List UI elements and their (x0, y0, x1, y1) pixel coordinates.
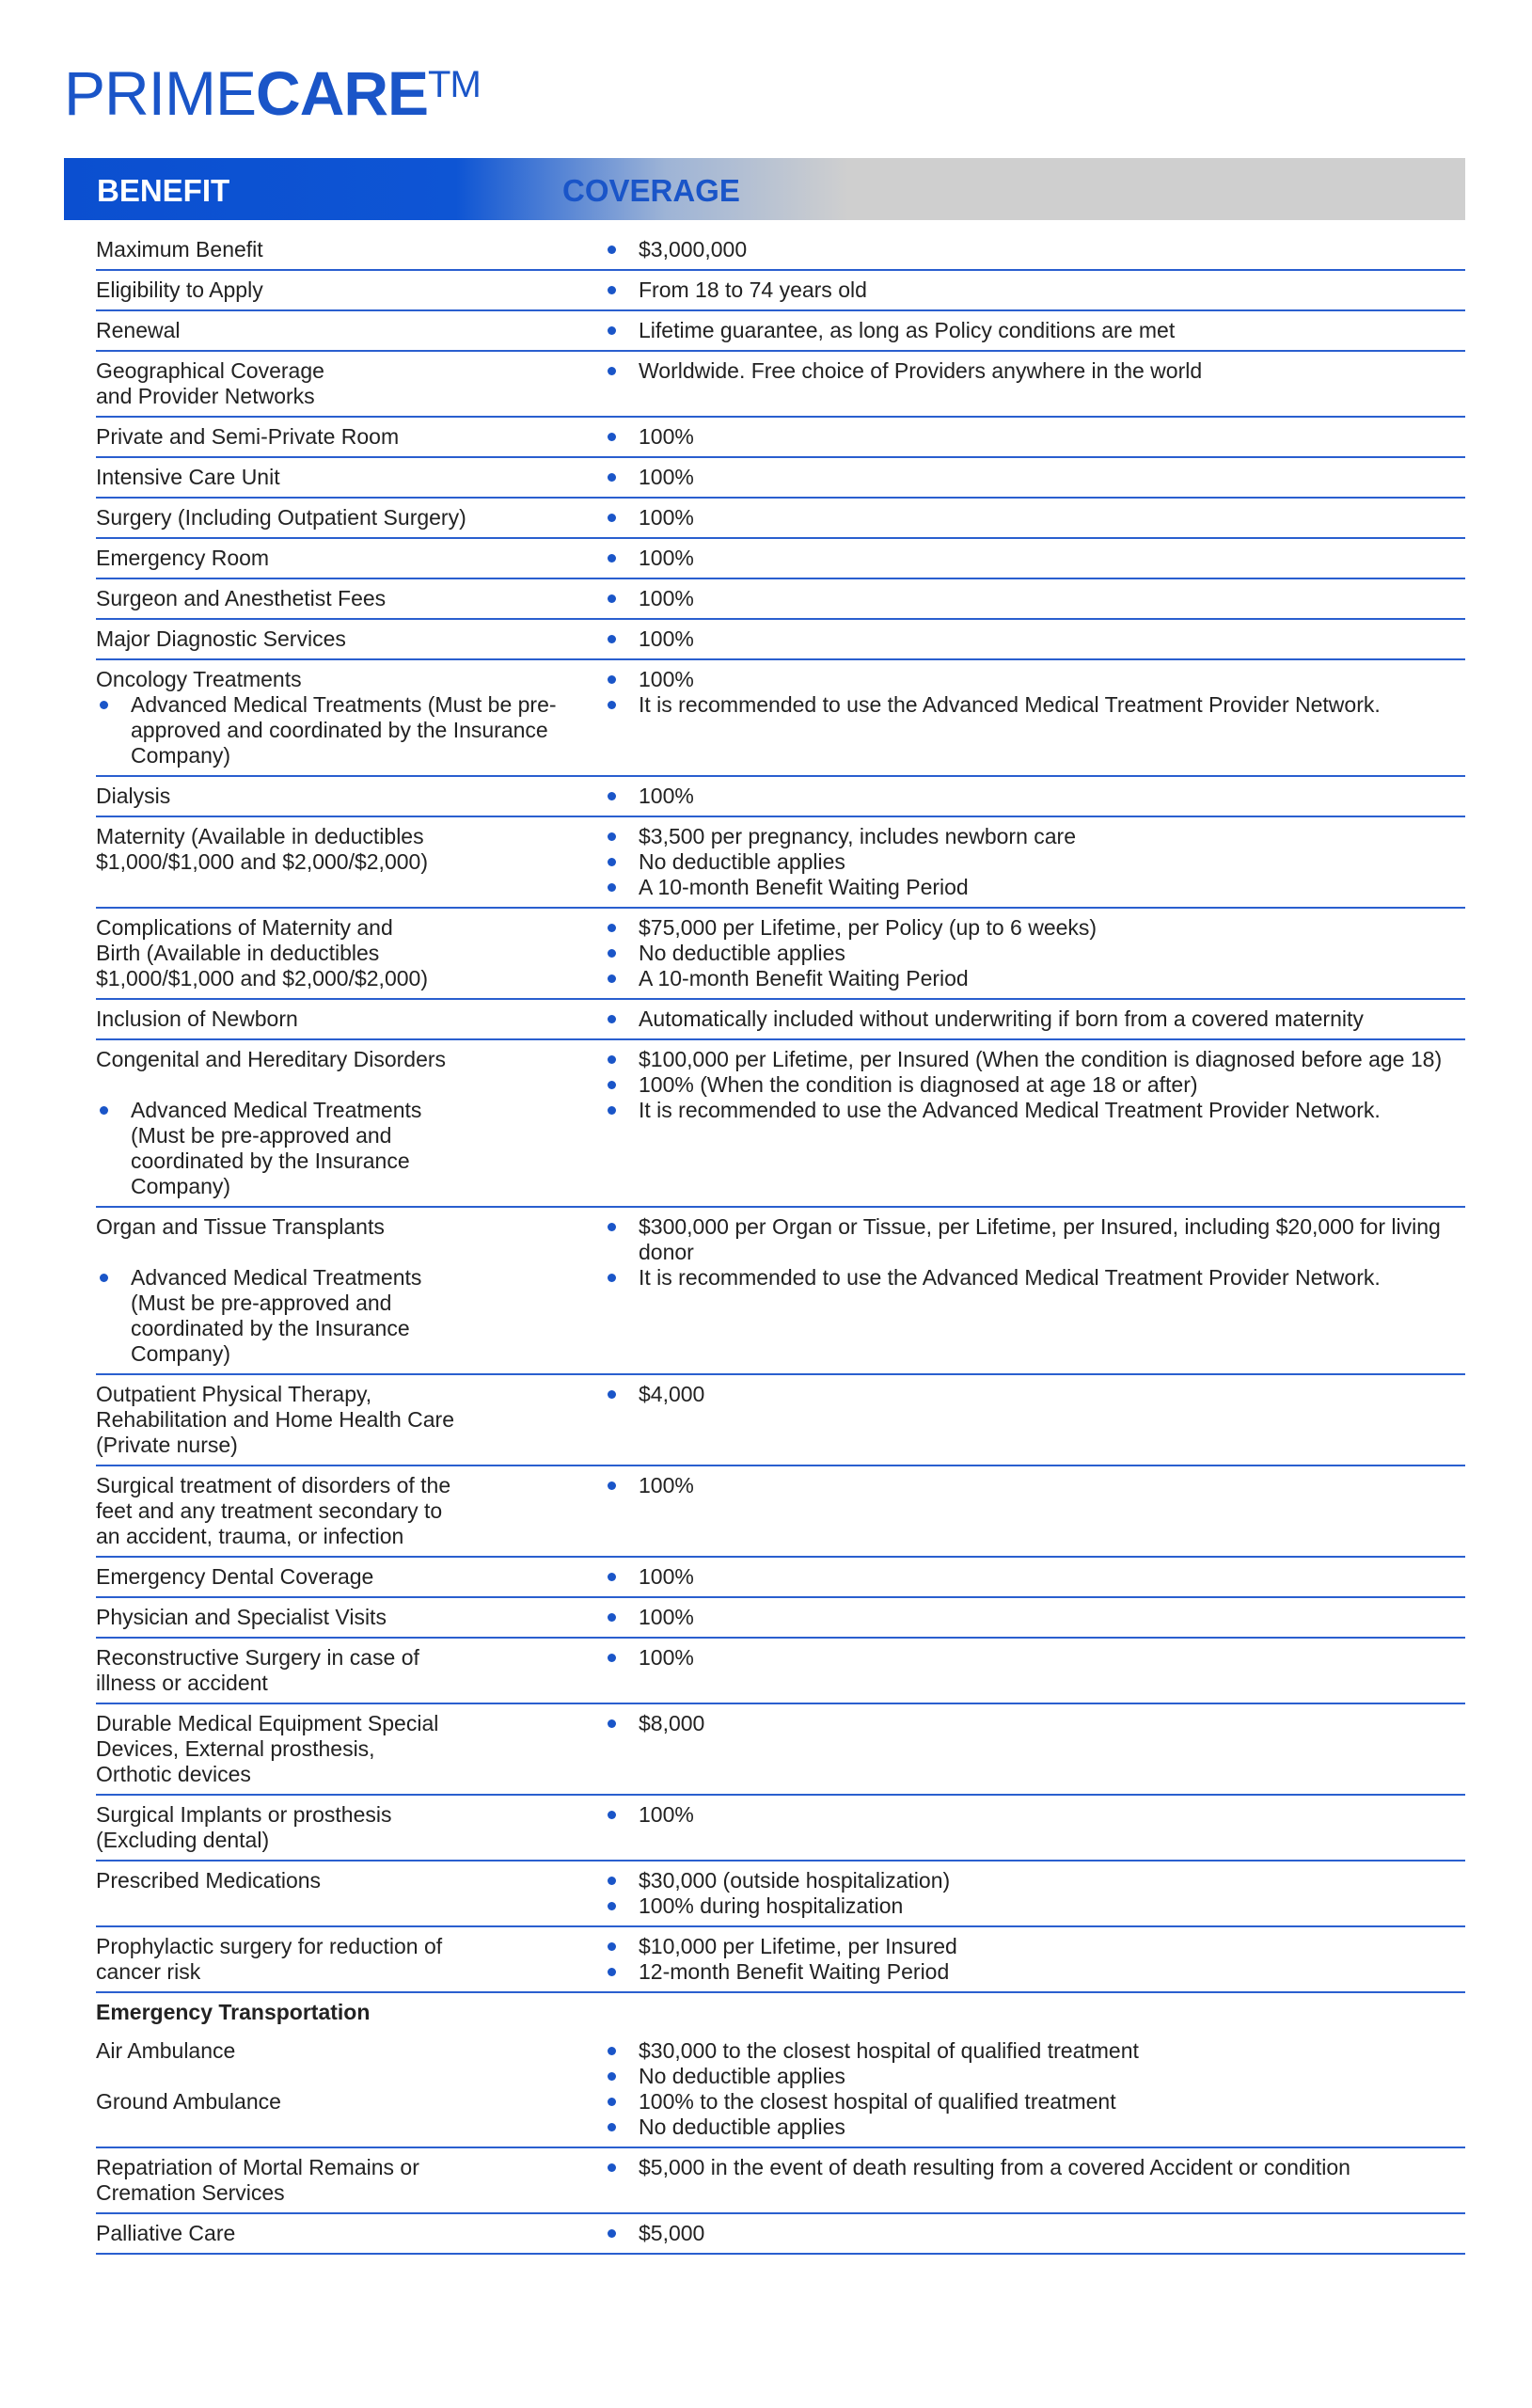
coverage-item: 100% (604, 667, 1465, 692)
coverage-cell (604, 1795, 1465, 1861)
benefit-label: Emergency Dental Coverage (96, 1564, 374, 1589)
table-row (96, 999, 1465, 1039)
coverage-list (604, 1047, 1465, 1123)
coverage-item: It is recommended to use the Advanced Medical Treatment Provider Network. (604, 692, 1465, 718)
coverage-item: 100% (604, 784, 1465, 809)
benefit-cell (96, 578, 604, 619)
coverage-item: No deductible applies (604, 2115, 1465, 2140)
coverage-list (604, 1473, 1465, 1498)
coverage-cell (604, 270, 1465, 310)
benefit-label: Dialysis (96, 784, 171, 808)
table-row (96, 498, 1465, 538)
coverage-item: $8,000 (604, 1711, 1465, 1736)
coverage-cell (604, 2213, 1465, 2254)
benefit-label: Inclusion of Newborn (96, 1006, 298, 1031)
primecare-logo (64, 58, 481, 128)
table-row (96, 417, 1465, 457)
benefit-label: Congenital and Hereditary Disorders (96, 1047, 447, 1071)
coverage-cell (604, 417, 1465, 457)
benefit-label: Physician and Specialist Visits (96, 1605, 387, 1629)
benefit-cell (96, 270, 604, 310)
benefit-label: Surgical treatment of disorders of the feet and any treatment secondary to an accident, trauma, or infection (96, 1473, 451, 1548)
benefit-cell (96, 659, 604, 776)
coverage-cell (604, 1374, 1465, 1465)
coverage-list (604, 1006, 1465, 1032)
coverage-cell (604, 2032, 1465, 2147)
coverage-item: 100% (604, 1802, 1465, 1828)
coverage-cell (604, 1703, 1465, 1795)
table-row (96, 2147, 1465, 2213)
coverage-item: Lifetime guarantee, as long as Policy conditions are met (604, 318, 1465, 343)
table-row (96, 816, 1465, 908)
coverage-cell (604, 351, 1465, 417)
coverage-list (604, 1868, 1465, 1919)
coverage-list (604, 2221, 1465, 2246)
benefit-cell (96, 1795, 604, 1861)
coverage-list (604, 1645, 1465, 1671)
coverage-item: $3,500 per pregnancy, includes newborn care (604, 824, 1465, 849)
benefit-cell (96, 776, 604, 816)
benefit-subitem: Advanced Medical Treatments (Must be pre-approved and coordinated by the Insurance Company) (96, 692, 594, 768)
coverage-list (604, 915, 1465, 991)
benefit-label: Prescribed Medications (96, 1868, 322, 1893)
coverage-list (604, 784, 1465, 809)
table-row (96, 230, 1465, 270)
coverage-item: $10,000 per Lifetime, per Insured (604, 1934, 1465, 1959)
benefit-label: Prophylactic surgery for reduction of cancer risk (96, 1934, 443, 1984)
coverage-item: It is recommended to use the Advanced Medical Treatment Provider Network. (604, 1098, 1465, 1123)
coverage-item: Automatically included without underwriting if born from a covered maternity (604, 1006, 1465, 1032)
coverage-cell (604, 230, 1465, 270)
benefit-label: Surgical Implants or prosthesis (Excluding dental) (96, 1802, 392, 1852)
benefit-label: Durable Medical Equipment Special Devices, External prosthesis, Orthotic devices (96, 1711, 439, 1786)
benefit-label: Complications of Maternity and Birth (Available in deductibles $1,000/$1,000 and $2,000/$2,000) (96, 915, 428, 990)
benefit-label: Eligibility to Apply (96, 277, 263, 302)
benefit-label: Palliative Care (96, 2221, 236, 2245)
benefit-label: Organ and Tissue Transplants (96, 1214, 385, 1239)
coverage-item: 100% (604, 1473, 1465, 1498)
table-row (96, 1703, 1465, 1795)
coverage-cell (604, 1597, 1465, 1638)
coverage-list (604, 424, 1465, 450)
header-coverage: COVERAGE (562, 173, 740, 208)
benefit-cell (96, 1992, 604, 2032)
coverage-item: $100,000 per Lifetime, per Insured (When the condition is diagnosed before age 18) (604, 1047, 1465, 1072)
benefit-cell (96, 538, 604, 578)
benefit-cell (96, 417, 604, 457)
benefit-label: Reconstructive Surgery in case of illness or accident (96, 1645, 419, 1695)
coverage-cell (604, 2147, 1465, 2213)
coverage-list (604, 505, 1465, 531)
benefit-cell (96, 230, 604, 270)
coverage-list (604, 667, 1465, 718)
benefit-cell (96, 498, 604, 538)
table-row (96, 2032, 1465, 2147)
benefit-cell (96, 1039, 604, 1207)
table-header (64, 158, 1465, 220)
benefit-label: Repatriation of Mortal Remains or Cremation Services (96, 2155, 419, 2205)
coverage-cell (604, 1039, 1465, 1207)
benefit-label: Renewal (96, 318, 181, 342)
benefit-label: Private and Semi-Private Room (96, 424, 400, 449)
benefit-cell (96, 1926, 604, 1992)
benefit-label: Maternity (Available in deductibles $1,000/$1,000 and $2,000/$2,000) (96, 824, 428, 874)
coverage-item: 100% (604, 1564, 1465, 1590)
coverage-item: $30,000 (outside hospitalization) (604, 1868, 1465, 1893)
coverage-list (604, 1605, 1465, 1630)
coverage-cell (604, 659, 1465, 776)
table-row (96, 908, 1465, 999)
coverage-item: 100% (604, 505, 1465, 531)
coverage-item: No deductible applies (604, 849, 1465, 875)
coverage-item: No deductible applies (604, 941, 1465, 966)
benefit-cell (96, 1207, 604, 1374)
coverage-item: $5,000 in the event of death resulting from a covered Accident or condition (604, 2155, 1465, 2180)
coverage-list (604, 465, 1465, 490)
coverage-item: 100% (604, 1645, 1465, 1671)
coverage-item: 100% (604, 586, 1465, 611)
benefit-label: Outpatient Physical Therapy, Rehabilitation and Home Health Care (Private nurse) (96, 1382, 454, 1457)
benefit-cell (96, 2213, 604, 2254)
coverage-list (604, 237, 1465, 262)
coverage-item: A 10-month Benefit Waiting Period (604, 966, 1465, 991)
coverage-item: 100% during hospitalization (604, 1893, 1465, 1919)
coverage-item: 100% (604, 424, 1465, 450)
coverage-cell (604, 999, 1465, 1039)
coverage-list (604, 824, 1465, 900)
ground-ambulance-label: Ground Ambulance (96, 2089, 281, 2114)
coverage-list (604, 1711, 1465, 1736)
benefit-sublist (96, 1098, 594, 1199)
coverage-list (604, 1802, 1465, 1828)
coverage-cell (604, 1207, 1465, 1374)
benefit-cell (96, 1703, 604, 1795)
benefit-cell (96, 2147, 604, 2213)
benefit-cell (96, 1597, 604, 1638)
table-row (96, 270, 1465, 310)
benefit-cell (96, 1638, 604, 1703)
coverage-cell (604, 1638, 1465, 1703)
table-row (96, 619, 1465, 659)
table-row (96, 1374, 1465, 1465)
table-row (96, 1795, 1465, 1861)
logo-prime: PRIME (64, 58, 257, 128)
coverage-item: From 18 to 74 years old (604, 277, 1465, 303)
coverage-list (604, 358, 1465, 384)
coverage-item: 100% (604, 546, 1465, 571)
benefit-label: Intensive Care Unit (96, 465, 280, 489)
coverage-cell (604, 457, 1465, 498)
benefit-sublist (96, 1265, 594, 1367)
benefit-cell (96, 1557, 604, 1597)
coverage-cell (604, 538, 1465, 578)
coverage-item: Worldwide. Free choice of Providers anywhere in the world (604, 358, 1465, 384)
coverage-item: $5,000 (604, 2221, 1465, 2246)
benefit-cell (96, 2032, 604, 2147)
coverage-item: $3,000,000 (604, 237, 1465, 262)
benefit-label: Emergency Room (96, 546, 270, 570)
logo-trademark: TM (428, 64, 481, 105)
coverage-list (604, 318, 1465, 343)
table-row (96, 776, 1465, 816)
coverage-list (604, 2155, 1465, 2180)
air-ambulance-label: Air Ambulance (96, 2038, 236, 2063)
coverage-list (604, 1382, 1465, 1407)
benefit-cell (96, 999, 604, 1039)
table-row (96, 351, 1465, 417)
benefit-cell (96, 1374, 604, 1465)
coverage-item: 100% (604, 1605, 1465, 1630)
benefit-cell (96, 816, 604, 908)
coverage-list (604, 586, 1465, 611)
coverage-item: A 10-month Benefit Waiting Period (604, 875, 1465, 900)
emergency-transport-heading: Emergency Transportation (96, 2000, 371, 2024)
table-row (96, 659, 1465, 776)
coverage-list (604, 2038, 1465, 2140)
coverage-cell (604, 1465, 1465, 1557)
benefit-label: Oncology Treatments (96, 667, 302, 691)
benefit-label: Geographical Coverage and Provider Networks (96, 358, 324, 408)
coverage-cell (604, 619, 1465, 659)
coverage-list (604, 277, 1465, 303)
logo-care: CARE (256, 58, 429, 128)
benefit-label: Surgeon and Anesthetist Fees (96, 586, 387, 610)
benefit-cell (96, 1861, 604, 1926)
coverage-item: 100% (604, 465, 1465, 490)
table-row (96, 310, 1465, 351)
coverage-item: $75,000 per Lifetime, per Policy (up to 6 weeks) (604, 915, 1465, 941)
coverage-item: It is recommended to use the Advanced Medical Treatment Provider Network. (604, 1265, 1465, 1291)
table-row (96, 1465, 1465, 1557)
coverage-list (604, 1564, 1465, 1590)
benefit-label: Surgery (Including Outpatient Surgery) (96, 505, 466, 530)
benefit-subitem: Advanced Medical Treatments (Must be pre-approved and coordinated by the Insurance Company) (96, 1265, 594, 1367)
benefit-sublist (96, 692, 594, 768)
coverage-item: $300,000 per Organ or Tissue, per Lifetime, per Insured, including $20,000 for living donor (604, 1214, 1465, 1265)
table-row (96, 1638, 1465, 1703)
coverage-cell (604, 908, 1465, 999)
coverage-cell (604, 498, 1465, 538)
coverage-item: No deductible applies (604, 2064, 1465, 2089)
table-row (96, 457, 1465, 498)
header-benefit: BENEFIT (97, 173, 230, 208)
benefit-cell (96, 619, 604, 659)
coverage-cell (604, 1861, 1465, 1926)
coverage-item: $4,000 (604, 1382, 1465, 1407)
coverage-cell (604, 578, 1465, 619)
table-row (96, 1039, 1465, 1207)
table-row (96, 1207, 1465, 1374)
table-row (96, 1597, 1465, 1638)
table-row (96, 538, 1465, 578)
benefit-cell (96, 310, 604, 351)
benefit-cell (96, 1465, 604, 1557)
benefit-label: Major Diagnostic Services (96, 626, 346, 651)
coverage-cell (604, 1557, 1465, 1597)
coverage-item: 100% (604, 626, 1465, 652)
table-row (96, 1557, 1465, 1597)
table-row (96, 1861, 1465, 1926)
spacer (96, 1072, 594, 1098)
benefit-subitem: Advanced Medical Treatments (Must be pre-approved and coordinated by the Insurance Company) (96, 1098, 594, 1199)
table-row (96, 578, 1465, 619)
table-row (96, 1926, 1465, 1992)
coverage-list (604, 1934, 1465, 1985)
benefit-cell (96, 351, 604, 417)
coverage-list (604, 546, 1465, 571)
coverage-cell (604, 1926, 1465, 1992)
coverage-item: 12-month Benefit Waiting Period (604, 1959, 1465, 1985)
benefit-label: Maximum Benefit (96, 237, 263, 261)
coverage-list (604, 626, 1465, 652)
coverage-list (604, 1214, 1465, 1291)
table-row-heading (96, 1992, 1465, 2032)
coverage-item: 100% (When the condition is diagnosed at age 18 or after) (604, 1072, 1465, 1098)
coverage-item: 100% to the closest hospital of qualified treatment (604, 2089, 1465, 2115)
benefit-cell (96, 457, 604, 498)
coverage-cell (604, 776, 1465, 816)
table-row (96, 2213, 1465, 2254)
coverage-item: $30,000 to the closest hospital of qualified treatment (604, 2038, 1465, 2064)
benefit-cell (96, 908, 604, 999)
coverage-cell (604, 310, 1465, 351)
coverage-cell (604, 816, 1465, 908)
coverage-cell (604, 1992, 1465, 2032)
spacer (96, 1240, 594, 1265)
benefits-table-body (96, 230, 1465, 2254)
benefits-table (96, 230, 1465, 2255)
spacer (96, 2064, 594, 2089)
